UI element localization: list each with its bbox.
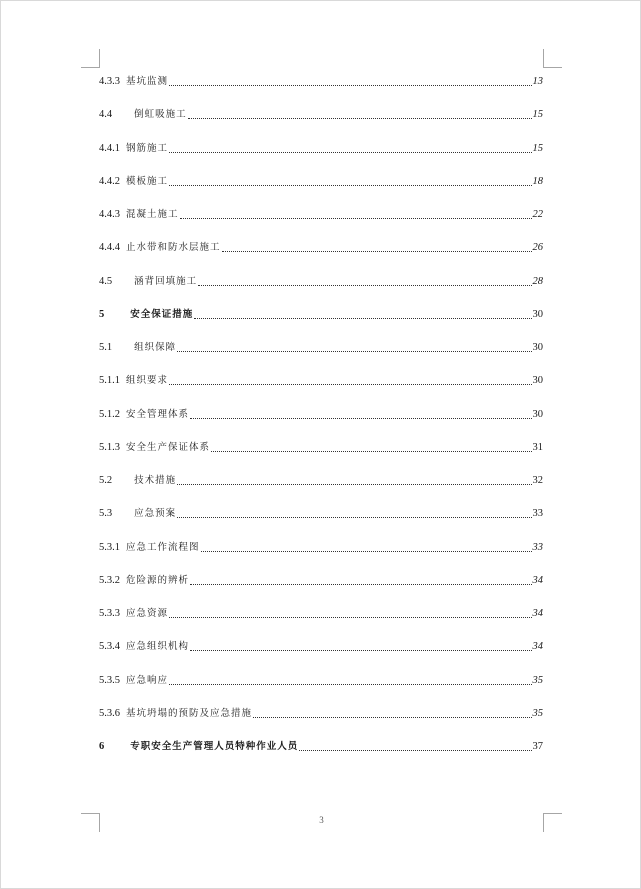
crop-mark-top-left (81, 49, 100, 68)
toc-dot-leader (222, 250, 532, 252)
toc-entry-title: 倒虹吸施工 (134, 109, 187, 121)
toc-entry-title: 应急工作流程图 (126, 541, 200, 553)
toc-entry-number: 4.4.4 (99, 242, 120, 254)
toc-dot-leader (169, 184, 531, 186)
toc-dot-leader (169, 383, 531, 385)
toc-entry-page: 30 (532, 308, 543, 320)
toc-entry-page: 33 (532, 508, 543, 520)
toc-entry-title: 技术措施 (134, 475, 177, 486)
toc-dot-leader (190, 649, 531, 651)
toc-entry-page: 26 (532, 242, 543, 254)
toc-entry-page: 30 (532, 342, 543, 353)
crop-mark-top-right (543, 49, 562, 68)
toc-entry-number: 4.3.3 (99, 76, 120, 87)
toc-entry[interactable] (99, 672, 543, 688)
toc-dot-leader (169, 84, 531, 86)
toc-entry-number: 5.3.5 (99, 674, 120, 686)
toc-entry-page: 22 (532, 209, 543, 220)
toc-entry-number: 4.4.1 (99, 142, 120, 154)
toc-dot-leader (180, 217, 532, 219)
toc-entry-page: 33 (532, 541, 543, 553)
toc-entry-page: 34 (532, 574, 543, 586)
toc-dot-leader (299, 749, 531, 751)
toc-entry-page: 28 (532, 275, 543, 287)
toc-entry-number: 5.1.1 (99, 375, 120, 387)
toc-entry[interactable] (99, 738, 543, 754)
toc-entry[interactable] (99, 439, 543, 455)
toc-entry-page: 15 (532, 109, 543, 121)
toc-entry-title: 应急预案 (134, 508, 177, 520)
toc-entry-number: 5.3.6 (99, 707, 120, 719)
toc-dot-leader (253, 716, 531, 718)
toc-entry-title: 专职安全生产管理人员特种作业人员 (130, 741, 299, 752)
toc-entry-title: 涵背回填施工 (134, 275, 198, 287)
toc-dot-leader (190, 583, 531, 585)
toc-entry-page: 31 (532, 441, 543, 453)
toc-entry[interactable] (99, 406, 543, 422)
toc-entry-title: 组织要求 (126, 375, 169, 387)
toc-entry-page: 15 (532, 142, 543, 154)
toc-entry-title: 止水带和防水层施工 (126, 242, 221, 254)
toc-entry[interactable] (99, 638, 543, 654)
toc-dot-leader (194, 317, 531, 319)
toc-entry-title: 钢筋施工 (126, 142, 169, 154)
toc-entry-number: 5.3.3 (99, 608, 120, 619)
toc-dot-leader (190, 417, 531, 419)
toc-entry[interactable] (99, 705, 543, 721)
toc-entry-number: 5.3.2 (99, 574, 120, 586)
toc-entry-title: 安全管理体系 (126, 408, 190, 420)
toc-entry-number: 5.2 (99, 475, 113, 486)
toc-entry-title: 组织保障 (134, 342, 177, 353)
toc-entry[interactable] (99, 339, 543, 355)
toc-entry-number: 4.4.3 (99, 209, 120, 220)
toc-entry[interactable] (99, 140, 543, 156)
toc-entry-page: 30 (532, 375, 543, 387)
toc-entry-page: 34 (532, 608, 543, 619)
page-number: 3 (319, 815, 324, 825)
toc-dot-leader (201, 550, 532, 552)
toc-entry-page: 35 (532, 707, 543, 719)
toc-entry[interactable] (99, 206, 543, 222)
toc-entry-number: 5.1.3 (99, 441, 120, 453)
toc-dot-leader (169, 151, 531, 153)
toc-entry[interactable] (99, 73, 543, 89)
toc-dot-leader (177, 350, 531, 352)
toc-dot-leader (169, 616, 531, 618)
toc-entry-page: 32 (532, 475, 543, 486)
toc-dot-leader (169, 683, 531, 685)
toc-dot-leader (198, 284, 531, 286)
toc-entry[interactable] (99, 372, 543, 388)
toc-entry-number: 6 (99, 741, 105, 752)
toc-entry[interactable] (99, 505, 543, 521)
toc-entry[interactable] (99, 306, 543, 322)
toc-entry-title: 安全保证措施 (130, 308, 194, 320)
toc-entry-page: 13 (532, 76, 543, 87)
toc-entry[interactable] (99, 273, 543, 289)
toc-entry-page: 30 (532, 408, 543, 420)
toc-entry-title: 危险源的辨析 (126, 574, 190, 586)
toc-entry-page: 37 (532, 741, 543, 752)
toc-entry-title: 应急组织机构 (126, 641, 190, 653)
toc-entry-number: 4.5 (99, 275, 113, 287)
toc-entry[interactable] (99, 472, 543, 488)
toc-entry-title: 混凝土施工 (126, 209, 179, 220)
toc-entry-number: 4.4 (99, 109, 113, 121)
toc-entry-page: 35 (532, 674, 543, 686)
toc-entry[interactable] (99, 239, 543, 255)
toc-entry[interactable] (99, 106, 543, 122)
toc-entry-title: 安全生产保证体系 (126, 441, 211, 453)
toc-entry[interactable] (99, 539, 543, 555)
toc-dot-leader (177, 516, 531, 518)
toc-entry-title: 应急资源 (126, 608, 169, 619)
toc-dot-leader (177, 483, 531, 485)
toc-entry-number: 5.3 (99, 508, 113, 520)
toc-entry[interactable] (99, 605, 543, 621)
toc-entry[interactable] (99, 173, 543, 189)
toc-entry-number: 5.3.1 (99, 541, 120, 553)
toc-dot-leader (211, 450, 531, 452)
toc-dot-leader (188, 117, 532, 119)
toc-entry[interactable] (99, 572, 543, 588)
toc-entry-page: 34 (532, 641, 543, 653)
toc-entry-title: 基坑坍塌的预防及应急措施 (126, 707, 253, 719)
toc-entry-number: 5.1.2 (99, 408, 120, 420)
toc-entry-title: 基坑监测 (126, 76, 169, 87)
toc-entry-number: 5 (99, 308, 105, 320)
toc-entry-title: 模板施工 (126, 175, 169, 187)
toc-entry-number: 5.1 (99, 342, 113, 353)
toc-entry-number: 5.3.4 (99, 641, 120, 653)
toc-entry-page: 18 (532, 175, 543, 187)
toc-entry-number: 4.4.2 (99, 175, 120, 187)
toc-entry-title: 应急响应 (126, 674, 169, 686)
